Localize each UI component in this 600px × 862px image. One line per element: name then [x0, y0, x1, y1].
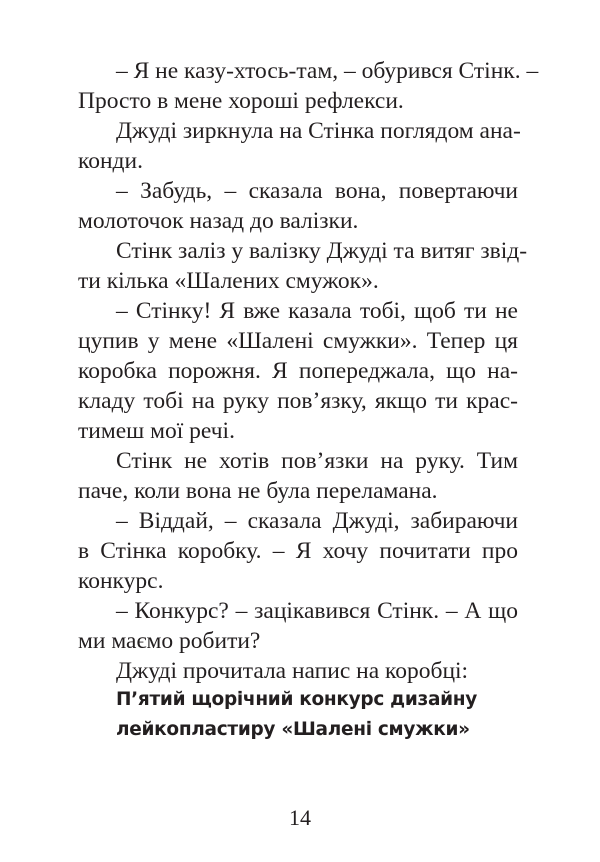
text-line: – Я не казу-хтось-там, – обурився Стінк. – [116, 58, 539, 84]
text-line: коробка порожня. Я попереджала, що на- [78, 358, 518, 384]
text-line: ти кілька «Шалених смужок». [78, 268, 379, 294]
page-number: 14 [289, 805, 311, 830]
text-line: в Стінка коробку. – Я хочу почитати про [78, 538, 518, 564]
text-line: кладу тобі на руку пов’язку, якщо ти крас- [78, 388, 518, 414]
text-line: цупив у мене «Шалені смужки». Тепер ця [78, 328, 518, 354]
text-line: – Забудь, – сказала вона, повертаючи [116, 178, 518, 204]
text-line: Джуді прочитала напис на коробці: [116, 658, 469, 684]
text-line: конди. [78, 148, 143, 174]
box-text-line: П’ятий щорічний конкурс дизайну [116, 689, 478, 710]
text-line: паче, коли вона не була переламана. [78, 478, 438, 504]
text-line: молоточок назад до валізки. [78, 208, 359, 234]
text-line: Стінк не хотів пов’язки на руку. Тим [116, 448, 518, 474]
box-text-line: лейкопластиру «Шалені смужки» [116, 719, 470, 740]
text-line: Джуді зиркнула на Стінка поглядом ана- [116, 118, 521, 144]
text-line: конкурс. [78, 568, 164, 594]
text-line: – Стінку! Я вже казала тобі, щоб ти не [116, 298, 518, 324]
text-line: ми маємо робити? [78, 628, 261, 654]
text-line: Просто в мене хороші рефлекси. [78, 88, 404, 114]
text-line: Стінк заліз у валізку Джуді та витяг звід- [116, 238, 528, 264]
text-line: – Конкурс? – зацікавився Стінк. – А що [116, 598, 518, 624]
text-line: – Віддай, – сказала Джуді, забираючи [116, 508, 518, 534]
text-line: тимеш мої речі. [78, 418, 235, 444]
